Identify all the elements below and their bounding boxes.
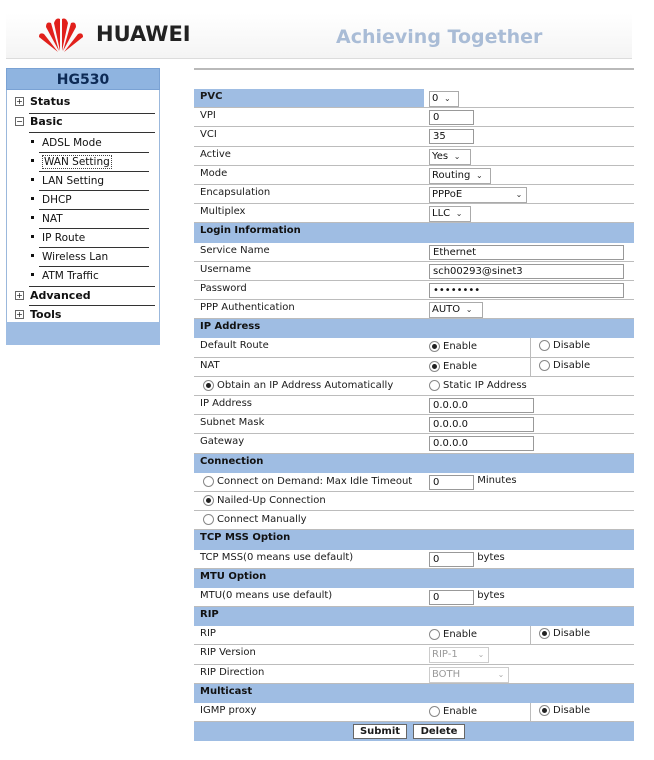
- sidebar-item-label: Tools: [30, 308, 62, 321]
- divider: [29, 132, 155, 133]
- delete-button[interactable]: Delete: [413, 724, 465, 739]
- radio-selected-icon[interactable]: [203, 495, 214, 506]
- chevron-down-icon: ⌄: [453, 151, 461, 161]
- submit-button[interactable]: Submit: [353, 724, 407, 739]
- multiplex-row: [194, 204, 634, 223]
- chevron-down-icon: ⌄: [497, 669, 505, 679]
- username-label: Username: [200, 263, 251, 275]
- bullet-icon: [31, 178, 34, 181]
- active-select[interactable]: Yes ⌄: [429, 149, 471, 165]
- gateway-input[interactable]: 0.0.0.0: [429, 436, 534, 451]
- sidebar-menu: [6, 90, 160, 322]
- radio-icon[interactable]: [429, 706, 440, 717]
- sidebar-item-tools[interactable]: [15, 307, 61, 323]
- default-route-row: [194, 338, 634, 357]
- vci-input[interactable]: 35: [429, 129, 474, 144]
- igmp-enable-option[interactable]: Enable: [429, 706, 477, 718]
- service-name-row: [194, 243, 634, 262]
- divider: [39, 209, 149, 210]
- nailed-up-option[interactable]: Nailed-Up Connection: [203, 495, 326, 507]
- mtu-input[interactable]: 0: [429, 590, 474, 605]
- subnet-mask-label: Subnet Mask: [200, 417, 265, 429]
- sidebar-nav: [6, 68, 160, 346]
- sidebar-item-label: Advanced: [30, 289, 91, 302]
- manual-option[interactable]: Connect Manually: [203, 514, 307, 526]
- sidebar-item-advanced[interactable]: [15, 288, 91, 304]
- divider: [39, 152, 149, 153]
- rip-label: RIP: [200, 628, 216, 640]
- chevron-down-icon: ⌄: [475, 170, 483, 180]
- default-route-enable-option[interactable]: Enable: [429, 341, 477, 353]
- on-demand-option[interactable]: Connect on Demand: Max Idle Timeout: [203, 476, 412, 488]
- sidebar-item-status[interactable]: [15, 94, 70, 110]
- pvc-select[interactable]: 0 ⌄: [429, 91, 459, 107]
- subnet-mask-row: [194, 415, 634, 434]
- encapsulation-label: Encapsulation: [200, 186, 271, 198]
- radio-icon[interactable]: [429, 629, 440, 640]
- username-input[interactable]: sch00293@sinet3: [429, 264, 624, 279]
- sidebar-subitem-wan-setting[interactable]: WAN Setting: [31, 154, 112, 170]
- tcp-section-header: TCP MSS Option: [194, 530, 634, 549]
- chevron-down-icon: ⌄: [444, 94, 451, 103]
- mode-select[interactable]: Routing ⌄: [429, 168, 491, 184]
- multiplex-label: Multiplex: [200, 206, 246, 218]
- subnet-mask-input[interactable]: 0.0.0.0: [429, 417, 534, 432]
- bytes-label: bytes: [477, 589, 505, 601]
- huawei-logo-icon: [36, 15, 86, 53]
- divider: [29, 286, 155, 287]
- default-route-disable-option[interactable]: Disable: [530, 338, 590, 356]
- divider: [39, 266, 149, 267]
- tagline: Achieving Together: [336, 26, 543, 48]
- sidebar-subitem-wireless-lan[interactable]: Wireless Lan: [31, 249, 108, 265]
- obtain-auto-option[interactable]: Obtain an IP Address Automatically: [203, 380, 393, 392]
- igmp-label: IGMP proxy: [200, 705, 257, 716]
- rip-version-label: RIP Version: [200, 647, 256, 659]
- static-ip-option[interactable]: Static IP Address: [429, 380, 527, 392]
- bullet-icon: [31, 254, 34, 257]
- chevron-down-icon: ⌄: [515, 189, 523, 199]
- sidebar-subitem-adsl-mode[interactable]: ADSL Mode: [31, 135, 102, 151]
- divider: [39, 171, 149, 172]
- sidebar-item-basic[interactable]: [15, 114, 63, 130]
- connection-section-header: Connection: [194, 454, 634, 473]
- gateway-row: [194, 434, 634, 453]
- mode-row: [194, 166, 634, 185]
- tcp-mss-input[interactable]: 0: [429, 552, 474, 567]
- password-row: [194, 281, 634, 300]
- radio-selected-icon[interactable]: [539, 628, 550, 639]
- device-model-title: HG530: [6, 68, 160, 90]
- rip-version-row: [194, 645, 634, 664]
- ppp-auth-select[interactable]: AUTO ⌄: [429, 302, 483, 318]
- login-section-header: Login Information: [194, 223, 634, 242]
- ip-mode-row: [194, 377, 634, 396]
- idle-timeout-input[interactable]: 0: [429, 475, 474, 490]
- tcp-mss-label: TCP MSS(0 means use default): [200, 551, 354, 563]
- chevron-down-icon: ⌄: [455, 209, 463, 219]
- sidebar-subitem-nat[interactable]: NAT: [31, 211, 63, 227]
- multicast-section-header: Multicast: [194, 684, 634, 703]
- ip-address-row: [194, 396, 634, 415]
- username-row: [194, 262, 634, 281]
- bullet-icon: [31, 216, 34, 219]
- radio-selected-icon[interactable]: [429, 341, 440, 352]
- pvc-label: PVC: [200, 91, 223, 102]
- pvc-label-bg: [194, 89, 424, 107]
- header-banner: [6, 13, 632, 59]
- mtu-row: [194, 588, 634, 607]
- rip-section-header: RIP: [194, 607, 634, 626]
- wan-setting-form: [194, 89, 634, 741]
- sidebar-item-label: Status: [30, 95, 71, 108]
- encapsulation-row: [194, 185, 634, 204]
- expand-icon: +: [16, 291, 23, 300]
- vpi-label: VPI: [200, 110, 216, 122]
- collapse-icon: −: [16, 117, 23, 126]
- vci-label: VCI: [200, 129, 217, 141]
- bytes-label: bytes: [477, 551, 505, 563]
- igmp-row: [194, 703, 634, 722]
- action-bar: [194, 722, 634, 741]
- gateway-label: Gateway: [200, 436, 245, 448]
- ip-address-input[interactable]: 0.0.0.0: [429, 398, 534, 413]
- divider: [39, 228, 149, 229]
- nat-enable-option[interactable]: Enable: [429, 361, 477, 373]
- sidebar-subitem-atm-traffic[interactable]: ATM Traffic: [31, 268, 99, 284]
- bullet-icon: [31, 235, 34, 238]
- divider: [39, 247, 149, 248]
- password-input[interactable]: ••••••••: [429, 283, 624, 298]
- mtu-label: MTU(0 means use default): [200, 589, 333, 601]
- vpi-row: [194, 108, 634, 127]
- bullet-icon: [31, 159, 34, 162]
- active-row: [194, 147, 634, 166]
- multiplex-select[interactable]: LLC ⌄: [429, 206, 471, 222]
- radio-selected-icon[interactable]: [203, 380, 214, 391]
- sidebar-subitem-dhcp[interactable]: DHCP: [31, 192, 72, 208]
- rip-direction-select[interactable]: BOTH ⌄: [429, 667, 509, 683]
- bullet-icon: [31, 140, 34, 143]
- radio-selected-icon[interactable]: [539, 705, 550, 716]
- nat-row: [194, 358, 634, 377]
- expand-icon: +: [16, 97, 23, 106]
- rip-disable-option[interactable]: Disable: [530, 626, 590, 644]
- radio-icon[interactable]: [203, 476, 214, 487]
- on-demand-row: [194, 473, 634, 492]
- sidebar-subitem-lan-setting[interactable]: LAN Setting: [31, 173, 104, 189]
- radio-selected-icon[interactable]: [429, 361, 440, 372]
- mode-label: Mode: [200, 167, 228, 179]
- sidebar-footer: [6, 322, 160, 345]
- manual-row: [194, 511, 634, 530]
- rip-direction-label: RIP Direction: [200, 666, 265, 678]
- ppp-auth-label: PPP Authentication: [200, 302, 295, 314]
- divider: [29, 305, 155, 306]
- expand-icon: +: [16, 310, 23, 319]
- nat-disable-option[interactable]: Disable: [530, 358, 590, 376]
- ip-address-label: IP Address: [200, 398, 252, 409]
- bullet-icon: [31, 197, 34, 200]
- vpi-input[interactable]: 0: [429, 110, 474, 125]
- ppp-auth-row: [194, 300, 634, 319]
- rip-enable-option[interactable]: Enable: [429, 629, 477, 641]
- sidebar-item-label: Basic: [30, 115, 63, 128]
- pvc-row: [194, 89, 634, 108]
- divider: [194, 68, 634, 70]
- igmp-disable-option[interactable]: Disable: [530, 703, 590, 721]
- rip-version-select[interactable]: RIP-1 ⌄: [429, 647, 489, 663]
- nat-label: NAT: [200, 359, 220, 371]
- service-name-label: Service Name: [200, 244, 270, 256]
- password-label: Password: [200, 282, 247, 294]
- rip-direction-row: [194, 665, 634, 684]
- bullet-icon: [31, 273, 34, 276]
- active-label: Active: [200, 148, 231, 160]
- radio-icon[interactable]: [539, 340, 550, 351]
- rip-row: [194, 626, 634, 645]
- encapsulation-select[interactable]: PPPoE ⌄: [429, 187, 527, 203]
- mtu-section-header: MTU Option: [194, 569, 634, 588]
- service-name-input[interactable]: Ethernet: [429, 245, 624, 260]
- sidebar-subitem-ip-route[interactable]: IP Route: [31, 230, 85, 246]
- radio-icon[interactable]: [539, 360, 550, 371]
- chevron-down-icon: ⌄: [477, 650, 485, 660]
- divider: [39, 190, 149, 191]
- vci-row: [194, 127, 634, 146]
- chevron-down-icon: ⌄: [465, 305, 473, 315]
- default-route-label: Default Route: [200, 340, 269, 352]
- brand-name: HUAWEI: [96, 22, 191, 46]
- tcp-mss-row: [194, 550, 634, 569]
- ip-section-header: IP Address: [194, 319, 634, 338]
- radio-icon[interactable]: [203, 514, 214, 525]
- nailed-up-row: [194, 492, 634, 511]
- radio-icon[interactable]: [429, 380, 440, 391]
- minutes-label: Minutes: [477, 474, 517, 486]
